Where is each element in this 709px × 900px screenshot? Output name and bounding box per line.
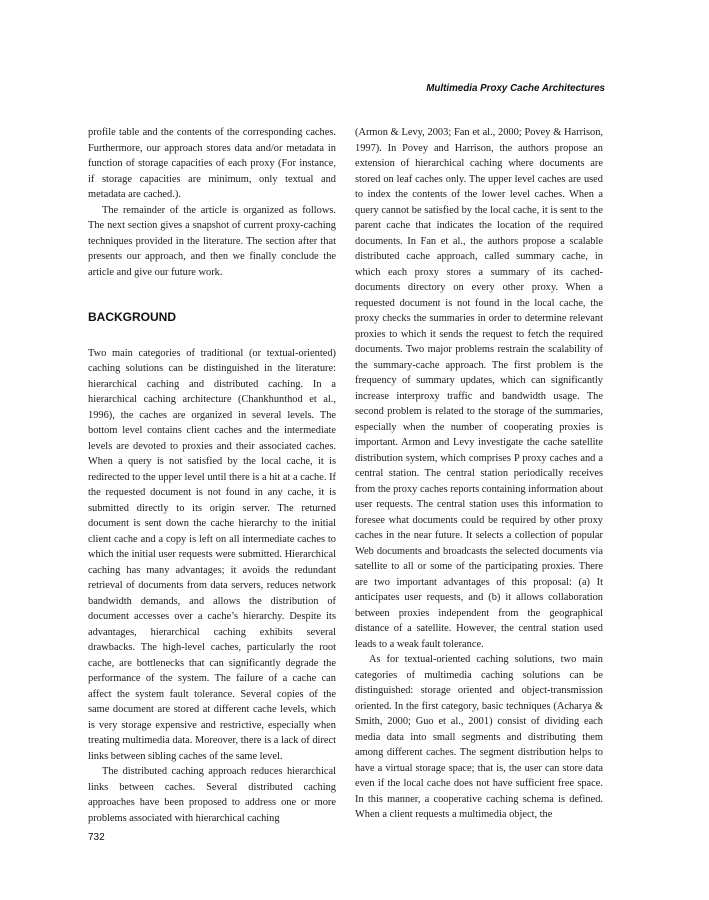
right-column (355, 125, 603, 823)
paragraph: (Armon & Levy, 2003; Fan et al., 2000; Povey & Harrison, 1997). In Povey and Harrison, the authors propose an extension of hierarchical caching where documents are stored on leaf caches only. The upper level caches are used to index the contents of the lower level caches. When a query cannot be satisfied by the local cache, it is sent to the parent cache that indicates the location of the required documents. In Fan et al., the authors propose a scalable distributed cache approach, called summary cache, in which each proxy stores a summary of its cached-documents directory on every other proxy. When a requested document is not found in the local cache, the proxy checks the summaries in order to determine relevant proxies to which it sends the request to fetch the required documents. Two major problems restrain the scalability of the summary-cache approach. The first problem is the frequency of summary updates, which can significantly increase interproxy traffic and bandwidth usage. The second problem is related to the storage of the summaries, especially when the number of cooperating proxies is important. Armon and Levy investigate the cache satellite distribution system, which comprises P proxy caches and a central station. The central station periodically receives from the proxy caches reports containing information about user requests. The central station uses this information to foresee what documents could be required by other proxy caches in the near future. It selects a collection of popular Web documents and broadcasts the selected documents via satellite to all or some of the participating proxies. There are two important advantages of this proposal: (a) It anticipates user requests, and (b) it allows collaboration between proxies independent from the geographical distance of a satellite. However, the central station used leads to a weak fault tolerance. (355, 127, 603, 650)
paragraph: As for textual-oriented caching solutions, two main categories of multimedia caching solutions can be distinguished: storage oriented and object-transmission oriented. In the first category, basic techniques (Acharya & Smith, 2000; Guo et al., 2001) consist of dividing each media data into small segments and distributing them among different caches. The segment distribution helps to have a virtual storage space; that is, the user can store data even if the local cache does not have sufficient free space. In this manner, a cooperative caching schema is defined. When a client requests a multimedia object, the (355, 654, 603, 820)
left-column (88, 125, 336, 826)
paragraph: Two main categories of traditional (or textual-oriented) caching solutions can be distinguished in the literature: hierarchical caching and distributed caching. In a hierarchical caching architecture (Chankhunthod et al., 1996), the caches are organized in several levels. The bottom level contains client caches and the intermediate levels are devoted to proxies and their associated caches. When a query is not satisfied by the local cache, it is redirected to the upper level until there is a hit at a cache. If the requested document is not found in any cache, it is submitted directly to its origin server. The returned document is sent down the cache hierarchy to the initial client cache and a copy is left on all intermediate caches to which the initial user requests were submitted. Hierarchical caching has many advantages; it avoids the redundant retrieval of documents from data servers, reduces network bandwidth demands, and allows the distribution of document accesses over a cache’s hierarchy. Despite its advantages, hierarchical caching exhibits several drawbacks. The high-level caches, particularly the root cache, are bottlenecks that can significantly degrade the performance of the system. The failure of a cache can affect the system fault tolerance. Several copies of the same document are stored at different cache levels, which is very storage expensive and restrictive, especially when treating multimedia data. Moreover, there is a lack of direct links between sibling caches of the same level. (88, 347, 336, 762)
paragraph: profile table and the contents of the corresponding caches. Furthermore, our approach stores data and/or metadata in function of storage capacities of each proxy (For instance, if storage capacities are minimum, only textual and metadata are cached.). (88, 127, 336, 200)
running-header: Multimedia Proxy Cache Architectures (426, 83, 605, 94)
paragraph: The remainder of the article is organized as follows. The next section gives a snapshot of current proxy-caching techniques provided in the literature. The section after that presents our approach, and then we finally conclude the article and give our future work. (88, 204, 336, 278)
paragraph: The distributed caching approach reduces hierarchical links between caches. Several distributed caching approaches have been proposed to address one or more problems associated with hierarchical caching (88, 766, 336, 824)
page-number: 732 (88, 832, 105, 843)
section-heading: BACKGROUND (88, 310, 176, 324)
